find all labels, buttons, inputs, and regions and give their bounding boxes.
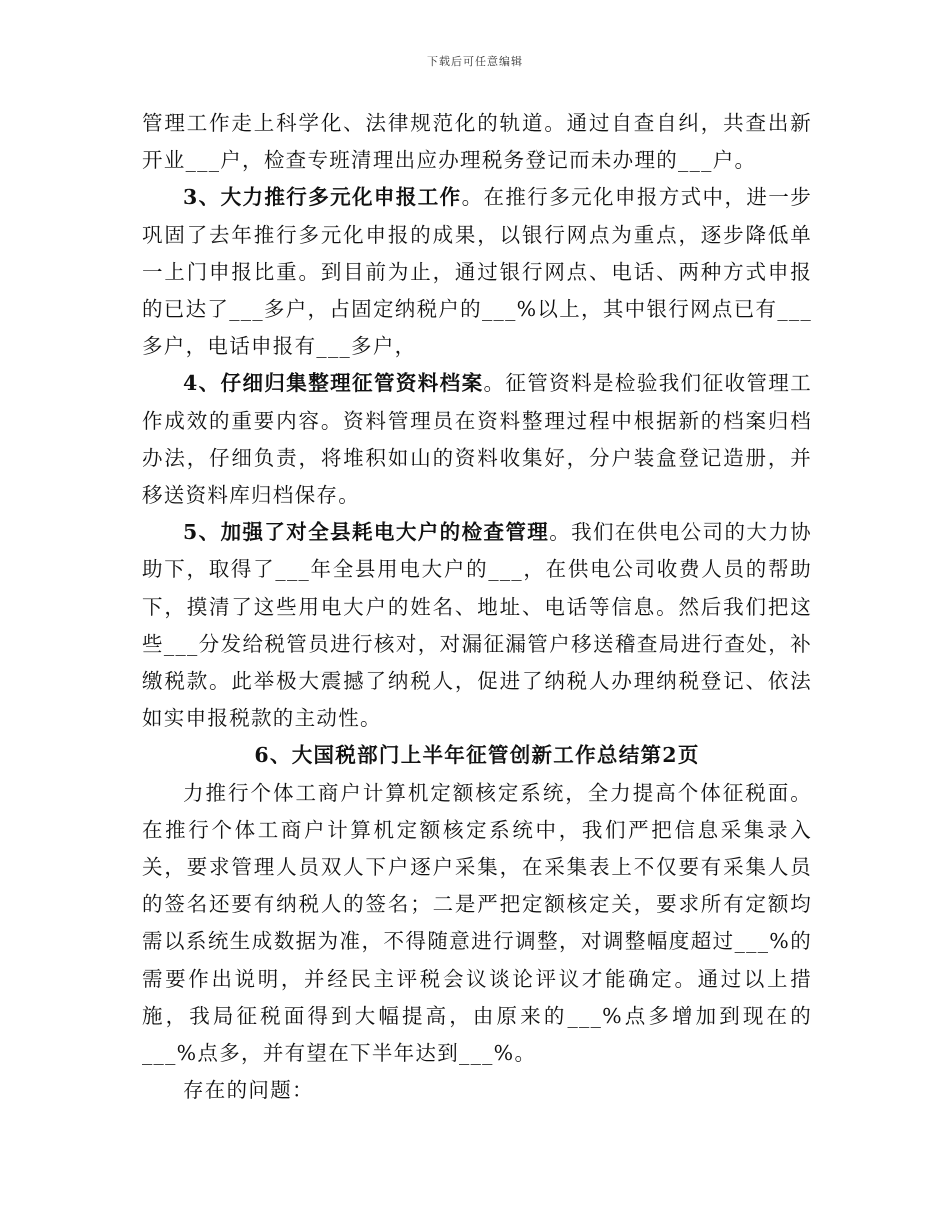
paragraph-item-3 [142, 179, 812, 365]
paragraph-item-5-body: 。我们在供电公司的大力协助下，取得了___年全县用电大户的___，在供电公司收费人员的帮助下，摸清了这些用电大户的姓名、地址、电话等信息。然后我们把这些___分发给税管员进行核对，对漏征漏管户移送稽查局进行查处，补缴税款。此举极大震撼了纳税人，促进了纳税人办理纳税登记、依法如实申报税款的主动性。 [142, 520, 812, 731]
paragraph-item-4-heading: 4、仔细归集整理征管资料档案 [183, 371, 484, 396]
paragraph-problems: 存在的问题： [183, 1078, 314, 1103]
paragraph-item-4 [142, 365, 812, 514]
paragraph-item-3-heading: 3、大力推行多元化申报工作 [183, 185, 462, 210]
paragraph-continuation: 管理工作走上科学化、法律规范化的轨道。通过自查自纠，共查出新开业___户，检查专班清理出应办理税务登记而未办理的___户。 [142, 111, 812, 173]
section-title: 6、大国税部门上半年征管创新工作总结第2页 [254, 743, 700, 768]
paragraph-item-3-body: 。在推行多元化申报方式中，进一步巩固了去年推行多元化申报的成果，以银行网点为重点，逐步降低单一上门申报比重。到目前为止，通过银行网点、电话、两种方式申报的已达了___多户，占固定纳税户的___%以上，其中银行网点已有___多户，电话申报有___多户， [142, 185, 812, 359]
document-body [142, 105, 812, 1109]
paragraph-item-5-heading: 5、加强了对全县耗电大户的检查管理 [183, 520, 550, 545]
page-header: 下载后可任意编辑 [427, 55, 523, 68]
paragraph-item-5 [142, 514, 812, 737]
paragraph-item-6-body: 力推行个体工商户计算机定额核定系统，全力提高个体征税面。在推行个体工商户计算机定额核定系统中，我们严把信息采集录入关，要求管理人员双人下户逐户采集，在采集表上不仅要有采集人员的签名还要有纳税人的签名；二是严把定额核定关，要求所有定额均需以系统生成数据为准，不得随意进行调整，对调整幅度超过___%的需要作出说明，并经民主评税会议谈论评议才能确定。通过以上措施，我局征税面得到大幅提高，由原来的___%点多增加到现在的___%点多，并有望在下半年达到___%。 [142, 780, 812, 1066]
paragraph-item-4-body: 。征管资料是检验我们征收管理工作成效的重要内容。资料管理员在资料整理过程中根据新的档案归档办法，仔细负责，将堆积如山的资料收集好，分户装盒登记造册，并移送资料库归档保存。 [142, 371, 812, 508]
